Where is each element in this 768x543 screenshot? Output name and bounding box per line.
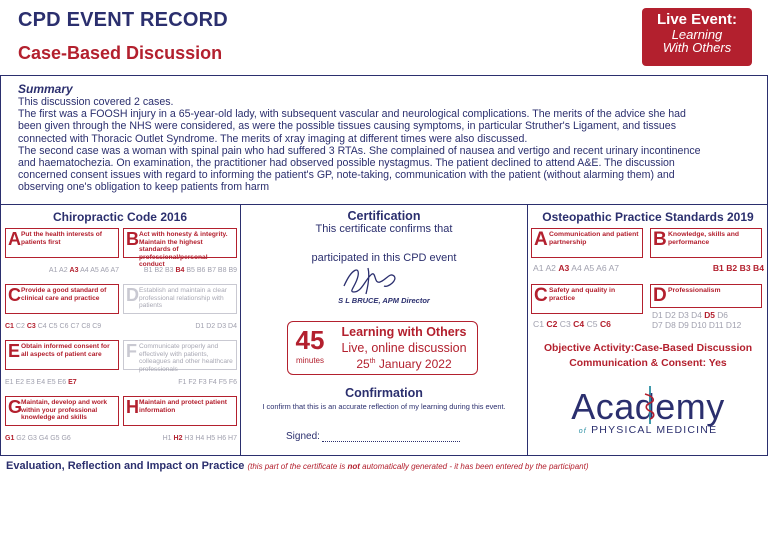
code-c1: C1	[533, 319, 544, 329]
code-e2: E2	[15, 379, 25, 386]
code-h1: H1	[162, 435, 172, 442]
summary-divider	[0, 204, 768, 205]
chiro-box-description: Put the health interests of patients first	[21, 231, 102, 246]
code-a1: A1	[48, 267, 58, 274]
code-c5: C5	[586, 319, 598, 329]
code-d12: D12	[725, 320, 742, 330]
osteo-box-letter: C	[534, 285, 548, 306]
minutes-value: 45	[295, 325, 325, 355]
page-title: CPD EVENT RECORD	[18, 9, 228, 31]
code-d1: D1	[652, 310, 663, 320]
chiro-box-description: Obtain informed consent for all aspects of patient care	[21, 343, 110, 358]
code-a1: A1	[533, 263, 544, 273]
code-h3: H3	[184, 435, 194, 442]
code-d11: D11	[708, 320, 724, 330]
minutes-label: minutes	[295, 356, 324, 365]
summary-line: concerned consent issues with regard to informing the patient's GP, note-taking, communication with the patient (without alarming them) and	[18, 169, 675, 182]
code-d4: D4	[228, 323, 237, 330]
osteo-box-description: Safety and quality in practice	[549, 287, 616, 302]
code-c5: C5	[48, 323, 58, 330]
code-a4: A4	[571, 263, 582, 273]
code-f2: F2	[188, 379, 197, 386]
chiro-box-h	[123, 396, 237, 426]
note-post: automatically generated - it has been entered by the participant)	[359, 462, 589, 471]
chiro-codes-d	[123, 323, 237, 330]
director-signature-icon	[338, 262, 410, 298]
osteo-codes-a	[533, 263, 645, 273]
note-pre: (this part of the certificate is	[247, 462, 348, 471]
code-d10: D10	[691, 320, 707, 330]
certification-heading: Certification	[347, 209, 421, 223]
code-g4: G4	[38, 435, 49, 442]
chiro-box-description: Establish and maintain a clear professional relationship with patients	[139, 287, 227, 310]
code-a7: A7	[608, 263, 620, 273]
code-b2: B2	[154, 267, 163, 274]
code-b5: B5	[186, 267, 195, 274]
summary-line: been given through the NHS were considered, as were the possible tissues causing symptoms, in particular Struther's Ligament, and tissues	[18, 120, 676, 133]
code-d4: D4	[691, 310, 702, 320]
code-a3: A3	[69, 267, 79, 274]
code-c6: C6	[59, 323, 69, 330]
code-d5: D5	[704, 310, 715, 320]
event-day: 25	[356, 357, 370, 371]
summary-line: This discussion covered 2 cases.	[18, 96, 174, 108]
chiro-codes-g	[5, 435, 119, 442]
chiro-codes-f	[123, 379, 237, 386]
code-a6: A6	[100, 267, 109, 274]
code-b7: B7	[207, 267, 216, 274]
code-a6: A6	[596, 263, 607, 273]
cert-line-2: participated in this CPD event	[311, 252, 457, 264]
code-b3: B3	[739, 263, 751, 273]
summary-section	[18, 82, 758, 194]
chiro-box-description: Maintain and protect patient information	[139, 399, 227, 414]
code-d1: D1	[195, 323, 205, 330]
code-d3: D3	[678, 310, 689, 320]
code-h7: H7	[228, 435, 237, 442]
code-d7: D7	[652, 320, 663, 330]
code-a5: A5	[90, 267, 99, 274]
chiro-codes-c	[5, 323, 119, 330]
code-g1: G1	[5, 435, 15, 442]
signer-name: S L BRUCE, APM Director	[338, 296, 430, 305]
logo-sub: PHYSICAL MEDICINE	[591, 424, 718, 436]
code-c2: C2	[15, 323, 25, 330]
code-h4: H4	[195, 435, 205, 442]
live-event-badge	[642, 8, 752, 66]
chiro-box-letter: C	[8, 285, 21, 305]
chiro-box-description: Communicate properly and effectively with patients, colleagues and other healthcare professionals	[139, 343, 233, 373]
code-g6: G6	[61, 435, 71, 442]
chiro-box-description: Act with honesty & integrity. Maintain the highest standards of professional/personal conduct	[139, 231, 228, 269]
objective-label: Objective Activity:	[543, 343, 635, 354]
code-b4: B4	[175, 267, 185, 274]
code-d2: D2	[206, 323, 216, 330]
objective-activity	[528, 343, 768, 354]
code-g2: G2	[16, 435, 26, 442]
cert-line-1: This certificate confirms that	[315, 223, 453, 235]
chiro-box-letter: F	[126, 341, 137, 361]
chiro-box-letter: B	[126, 229, 139, 249]
chiro-box-description: Provide a good standard of clinical care and practice	[21, 287, 107, 302]
code-a2: A2	[545, 263, 556, 273]
code-c3: C3	[26, 323, 36, 330]
chiro-box-a	[5, 228, 119, 258]
code-g3: G3	[27, 435, 37, 442]
chiro-codes-b	[123, 267, 237, 274]
evaluation-title: Evaluation, Reflection and Impact on Practice	[6, 460, 245, 472]
code-e3: E3	[26, 379, 35, 386]
chiro-codes-a	[5, 267, 119, 274]
code-d6: D6	[717, 310, 728, 320]
code-c6: C6	[599, 319, 611, 329]
code-f6: F6	[228, 379, 237, 386]
chiro-box-letter: E	[8, 341, 21, 361]
osteo-box-b	[650, 228, 762, 258]
code-a5: A5	[583, 263, 595, 273]
event-date-rest: January 2022	[375, 357, 452, 371]
chiro-box-g	[5, 396, 119, 426]
chiro-box-d	[123, 284, 237, 314]
code-b3: B3	[164, 267, 174, 274]
badge-line-1: Live Event:	[656, 11, 738, 28]
event-mode: Live, online discussion	[341, 341, 467, 355]
code-b1: B1	[712, 263, 724, 273]
osteo-codes-b	[652, 263, 764, 273]
code-e7: E7	[68, 379, 77, 386]
osteo-box-d	[650, 284, 762, 308]
code-h5: H5	[206, 435, 216, 442]
code-f4: F4	[208, 379, 217, 386]
signed-label: Signed:	[286, 431, 320, 442]
chiro-heading: Chiropractic Code 2016	[52, 210, 188, 224]
osteo-box-letter: A	[534, 229, 548, 250]
osteo-codes-c	[533, 319, 645, 329]
osteo-box-a	[531, 228, 643, 258]
summary-line: observing one's obligation to keep patients from harm	[18, 181, 270, 194]
summary-line: The first was a FOOSH injury in a 65-year-old lady, with subsequent vascular and neurological complications. The merits of the advice she had	[18, 108, 686, 121]
caduceus-icon	[643, 384, 657, 426]
osteo-box-c	[531, 284, 643, 314]
code-b8: B8	[217, 267, 227, 274]
code-a4: A4	[80, 267, 89, 274]
osteo-box-description: Communication and patient partnership	[549, 231, 639, 246]
code-b4: B4	[753, 263, 764, 273]
logo-of: of	[578, 428, 587, 435]
code-c4: C4	[573, 319, 585, 329]
code-d2: D2	[665, 310, 676, 320]
consent-label: Communication & Consent:	[569, 358, 707, 369]
chiro-box-letter: A	[8, 229, 21, 249]
osteo-codes-d-row2	[652, 320, 764, 330]
logo-word: Academy	[571, 386, 725, 427]
code-a2: A2	[59, 267, 68, 274]
osteo-box-description: Knowledge, skills and performance	[668, 231, 740, 246]
code-d8: D8	[665, 320, 676, 330]
signature-field[interactable]	[322, 441, 460, 442]
objective-value: Case-Based Discussion	[634, 343, 753, 354]
summary-line: connected with Thoracic Outlet Syndrome. The merits of xray imaging at different times were also discussed.	[18, 132, 528, 145]
event-day-suffix: th	[369, 358, 376, 365]
event-title: Learning with Others	[341, 325, 467, 339]
code-f5: F5	[218, 379, 227, 386]
chiro-box-description: Maintain, develop and work within your professional knowledge and skills	[21, 399, 108, 422]
code-f3: F3	[198, 379, 207, 386]
chiro-codes-h	[123, 435, 237, 442]
code-c1: C1	[5, 323, 14, 330]
code-e4: E4	[36, 379, 46, 386]
chiro-box-f	[123, 340, 237, 373]
code-f1: F1	[178, 379, 187, 386]
code-c9: C9	[92, 323, 102, 330]
confirmation-text: I confirm that this is an accurate reflection of my learning during this event.	[262, 402, 506, 411]
event-date	[332, 357, 476, 371]
code-e6: E6	[57, 379, 67, 386]
code-a7: A7	[110, 267, 119, 274]
code-c4: C4	[37, 323, 47, 330]
code-c3: C3	[559, 319, 571, 329]
evaluation-heading	[6, 460, 589, 472]
consent-value: Yes	[708, 358, 727, 369]
communication-consent	[528, 358, 768, 369]
evaluation-input-area[interactable]	[4, 476, 764, 540]
code-h6: H6	[217, 435, 227, 442]
osteo-heading: Osteopathic Practice Standards 2019	[542, 210, 754, 224]
evaluation-note	[247, 462, 588, 471]
chiro-box-c	[5, 284, 119, 314]
code-h2: H2	[173, 435, 183, 442]
chiro-box-letter: G	[8, 397, 23, 417]
code-b2: B2	[726, 263, 738, 273]
code-c2: C2	[546, 319, 558, 329]
chiro-box-letter: H	[126, 397, 139, 417]
code-b6: B6	[196, 267, 206, 274]
summary-line: The second case was a woman with spinal pain who had suffered 3 RTAs. She complained of nausea and vertigo and recent urinary incontinence	[18, 144, 701, 157]
osteo-box-description: Professionalism	[668, 287, 721, 294]
summary-heading: Summary	[18, 82, 73, 96]
code-c7: C7	[70, 323, 80, 330]
code-e1: E1	[5, 379, 14, 386]
osteo-codes-d-row1	[652, 310, 764, 320]
chiro-box-b	[123, 228, 237, 269]
code-b9: B9	[228, 267, 237, 274]
code-c8: C8	[81, 323, 91, 330]
badge-line-2: Learning	[671, 27, 723, 42]
confirmation-heading: Confirmation	[345, 386, 423, 400]
note-bold: not	[347, 462, 360, 471]
chiro-box-letter: D	[126, 285, 139, 305]
chiro-codes-e	[5, 379, 119, 386]
summary-line: and haematochezia. On examination, the practitioner had observed possible nystagmus. The patient declined to attend A&E. The discussion	[18, 157, 675, 170]
code-d3: D3	[217, 323, 227, 330]
column-divider-left	[240, 205, 241, 456]
page-subtitle: Case-Based Discussion	[18, 43, 223, 63]
osteo-box-letter: B	[653, 229, 667, 250]
chiro-box-e	[5, 340, 119, 370]
code-e5: E5	[47, 379, 56, 386]
code-b1: B1	[143, 267, 153, 274]
osteo-box-letter: D	[653, 285, 667, 306]
badge-line-3: With Others	[662, 40, 732, 55]
code-a3: A3	[558, 263, 570, 273]
code-g5: G5	[50, 435, 60, 442]
code-d9: D9	[678, 320, 689, 330]
